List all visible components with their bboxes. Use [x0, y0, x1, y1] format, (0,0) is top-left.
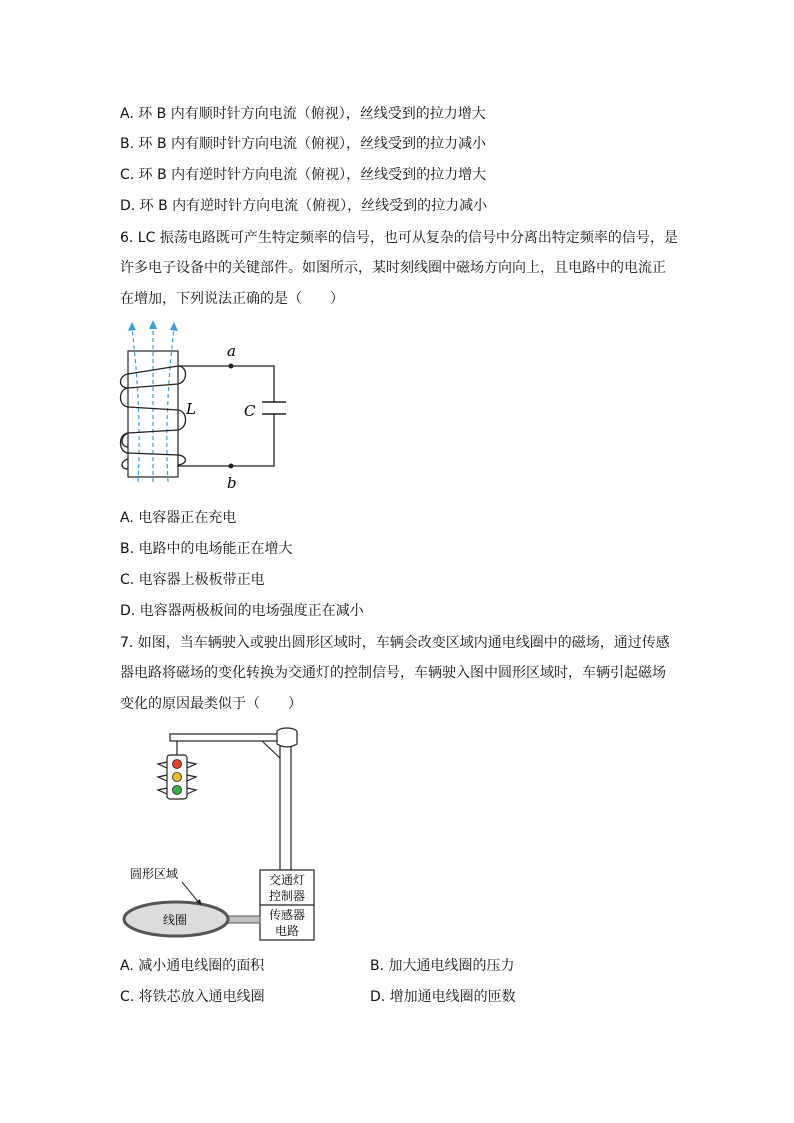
- traffic-sensor-figure: [112, 722, 342, 944]
- q7-option-d: D. 增加通电线圈的匝数: [370, 989, 516, 1005]
- q7-stem-line-3: 变化的原因最类似于（ ）: [120, 696, 302, 712]
- q6-option-a: A. 电容器正在充电: [120, 510, 237, 526]
- label-a: a: [227, 342, 236, 360]
- q7-option-b: B. 加大通电线圈的压力: [370, 958, 515, 974]
- q5-option-a: A. 环 B 内有顺时针方向电流（俯视），丝线受到的拉力增大: [120, 106, 486, 122]
- region-label: 圆形区域: [130, 867, 179, 881]
- sensor-label-2: 电路: [274, 924, 300, 938]
- controller-label-1: 交通灯: [268, 873, 306, 887]
- q7-stem-line-2: 器电路将磁场的变化转换为交通灯的控制信号，车辆驶入图中圆形区域时，车辆引起磁场: [120, 665, 666, 681]
- pole: [280, 742, 291, 870]
- q6-stem-line-1: 6. LC 振荡电路既可产生特定频率的信号，也可从复杂的信号中分离出特定频率的信号，是: [120, 230, 678, 246]
- q7-option-a: A. 减小通电线圈的面积: [120, 958, 265, 974]
- label-C: C: [244, 402, 256, 420]
- field-arrowheads: [128, 320, 178, 331]
- region-pointer: [182, 882, 200, 904]
- yellow-light: [173, 773, 182, 782]
- sensor-label-1: 传感器: [268, 908, 306, 922]
- red-light: [173, 760, 182, 769]
- magnetic-field-lines: [132, 326, 174, 482]
- label-b: b: [227, 474, 237, 492]
- q6-option-d: D. 电容器两极板间的电场强度正在减小: [120, 603, 364, 619]
- q5-option-c: C. 环 B 内有逆时针方向电流（俯视），丝线受到的拉力增大: [120, 167, 487, 183]
- q7-option-c: C. 将铁芯放入通电线圈: [120, 989, 265, 1005]
- q6-stem-line-3: 在增加，下列说法正确的是（ ）: [120, 291, 344, 307]
- q6-stem-line-2: 许多电子设备中的关键部件。如图所示，某时刻线圈中磁场方向向上，且电路中的电流正: [120, 260, 666, 276]
- lc-circuit-figure: [112, 314, 292, 496]
- q6-option-c: C. 电容器上极板带正电: [120, 572, 265, 588]
- q7-stem-line-1: 7. 如图，当车辆驶入或驶出圆形区域时，车辆会改变区域内通电线圈中的磁场，通过传感: [120, 635, 670, 651]
- controller-label-2: 控制器: [268, 889, 306, 903]
- node-b: [229, 464, 234, 469]
- q5-option-d: D. 环 B 内有逆时针方向电流（俯视），丝线受到的拉力减小: [120, 198, 488, 214]
- node-a: [229, 364, 234, 369]
- q6-option-b: B. 电路中的电场能正在增大: [120, 541, 293, 557]
- label-L: L: [186, 400, 196, 418]
- pole-arm: [170, 734, 282, 741]
- coil-label: 线圈: [162, 913, 188, 927]
- q5-option-b: B. 环 B 内有顺时针方向电流（俯视），丝线受到的拉力减小: [120, 136, 487, 152]
- green-light: [173, 786, 182, 795]
